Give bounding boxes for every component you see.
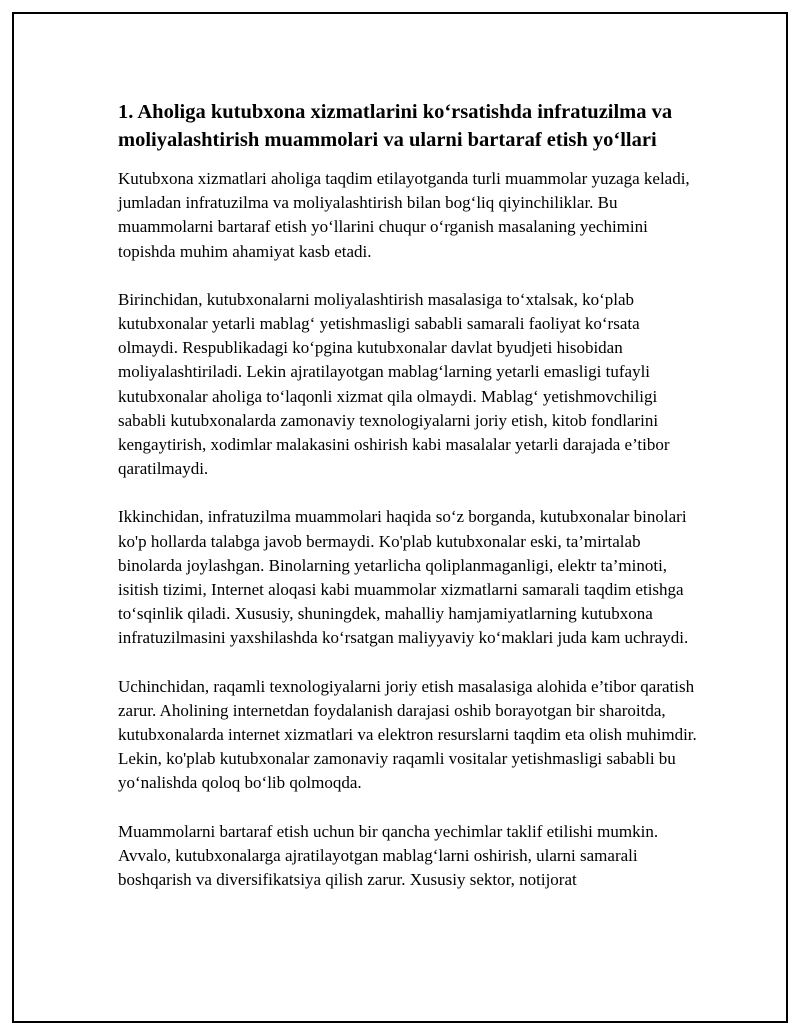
section-heading: 1. Aholiga kutubxona xizmatlarini ko‘rsatishda infratuzilma va moliyalashtirish muammolari va ularni bartaraf etish yo‘llari [118, 101, 673, 151]
paragraph-financing: Birinchidan, kutubxonalarni moliyalashtirish masalasiga to‘xtalsak, ko‘plab kutubxonalar yetarli mablag‘ yetishmasligi sababli samarali faoliyat ko‘rsata olmaydi. Respublikadagi ko‘pgina kutubxonalar davlat byudjeti hisobidan moliyalashtiriladi. Lekin ajratilayotgan mablag‘larning yetarli emasligi tufayli kutubxonalar aholiga to‘laqonli xizmat qila olmaydi. Mablag‘ yetishmovchiligi sababli kutubxonalarda zamonaviy texnologiyalarni joriy etish, kitob fondlarini kengaytirish, xodimlar malakasini oshirish kabi masalalar yetarli darajada e’tibor qaratilmaydi. [118, 289, 670, 479]
paragraph-digital: Uchinchidan, raqamli texnologiyalarni joriy etish masalasiga alohida e’tibor qaratish zarur. Aholining internetdan foydalanish darajasi oshib borayotgan bir sharoitda, kutubxonalarda internet xizmatlari va elektron resurslarni taqdim eta olish muhimdir. Lekin, ko'plab kutubxonalar zamonaviy raqamli vositalar yetishmasligi sababli bu yo‘nalishda qoloq bo‘lib qolmoqda. [118, 676, 697, 793]
page-frame [12, 12, 788, 1023]
paragraph-solutions: Muammolarni bartaraf etish uchun bir qancha yechimlar taklif etilishi mumkin. Avvalo, kutubxonalarga ajratilayotgan mablag‘larni oshirish, ularni samarali boshqarish va diversifikatsiya qilish zarur. Xususiy sektor, notijorat [118, 821, 659, 890]
document-body [118, 98, 698, 916]
paragraph-intro: Kutubxona xizmatlari aholiga taqdim etilayotganda turli muammolar yuzaga keladi, jumladan infratuzilma va moliyalashtirish bilan bog‘liq qiyinchiliklar. Bu muammolarni bartaraf etish yo‘llarini chuqur o‘rganish masalaning yechimini topishda muhim ahamiyat kasb etadi. [118, 169, 690, 261]
paragraph-infrastructure: Ikkinchidan, infratuzilma muammolari haqida so‘z borganda, kutubxonalar binolari ko'p hollarda talabga javob bermaydi. Ko'plab kutubxonalar eski, ta’mirtalab binolarda joylashgan. Binolarning yetarlicha qoliplanmaganligi, elektr ta’minoti, isitish tizimi, Internet aloqasi kabi muammolar xizmatlarni samarali taqdim etishga to‘sqinlik qiladi. Xususiy, shuningdek, mahalliy hamjamiyatlarning kutubxona infratuzilmasini yaxshilashda ko‘rsatgan maliyyaviy ko‘maklari juda kam uchraydi. [118, 507, 689, 648]
